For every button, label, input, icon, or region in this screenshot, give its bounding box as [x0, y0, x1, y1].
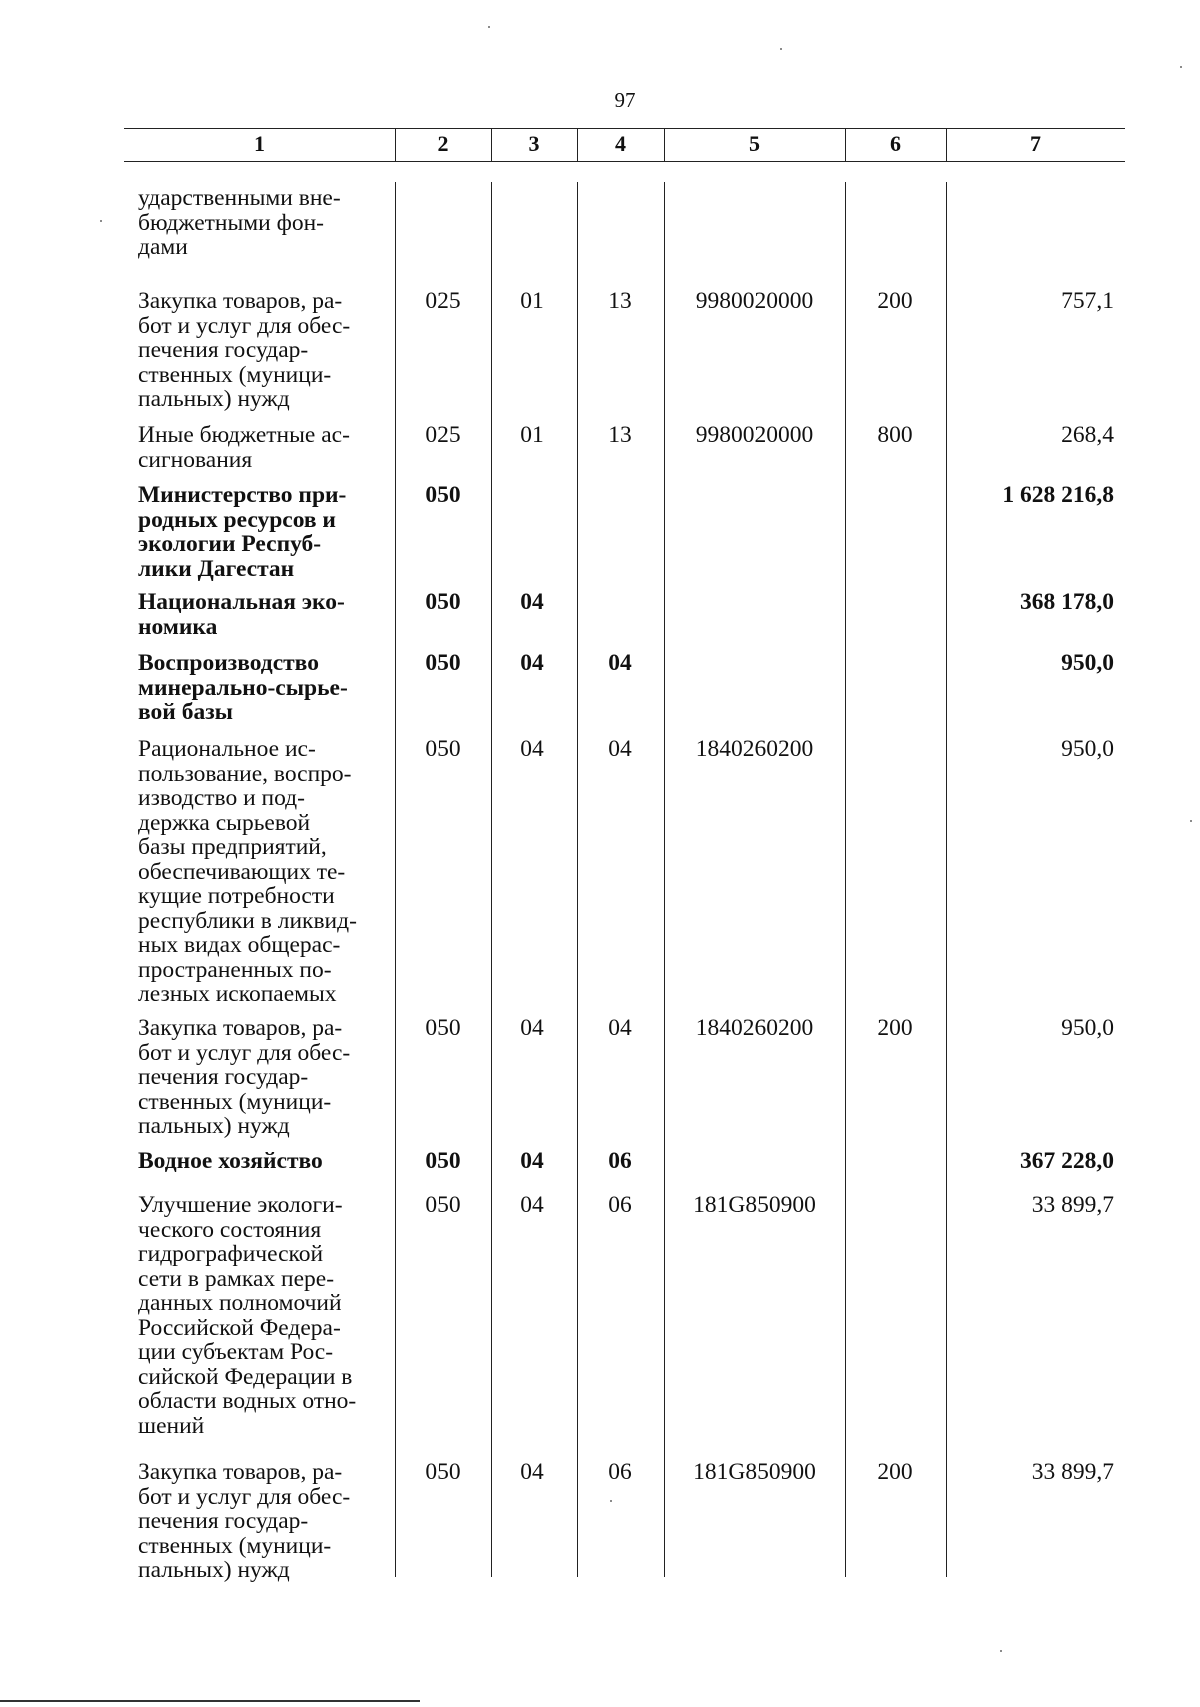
row-value-cell-3: 04 — [520, 589, 544, 615]
row-name-cell: Закупка товаров, ра- бот и услуг для обес- печения государ- ственных (муници- пальных) нужд — [138, 1015, 351, 1139]
row-value-cell-4: 06 — [608, 1148, 632, 1174]
row-name-cell: Министерство при- родных ресурсов и экологии Респуб- лики Дагестан — [138, 482, 347, 582]
row-value-cell-2: 050 — [425, 482, 461, 508]
column-header-5: 5 — [749, 131, 760, 156]
column-divider — [491, 182, 492, 1577]
row-value-cell-3: 04 — [520, 650, 544, 676]
row-value-cell-2: 025 — [425, 422, 461, 448]
column-divider — [664, 182, 665, 1577]
row-value-cell-4: 04 — [608, 650, 632, 676]
row-value-cell-4: 04 — [608, 736, 632, 762]
column-header-4: 4 — [615, 131, 626, 156]
column-header-1: 1 — [254, 131, 265, 156]
row-value-cell-7: 368 178,0 — [1020, 589, 1114, 615]
row-value-cell-4: 13 — [608, 422, 632, 448]
scan-speck — [780, 48, 782, 50]
scan-speck — [1000, 1650, 1002, 1652]
row-value-cell-3: 04 — [520, 1148, 544, 1174]
scan-speck — [1190, 820, 1192, 822]
row-value-cell-7: 950,0 — [1061, 650, 1114, 676]
column-header-3: 3 — [528, 131, 540, 156]
row-name-cell: Водное хозяйство — [138, 1148, 323, 1174]
row-value-cell-7: 33 899,7 — [1031, 1459, 1114, 1485]
row-value-cell-5: 181G850900 — [693, 1459, 816, 1485]
row-value-cell-2: 050 — [425, 1459, 461, 1485]
column-divider — [845, 182, 846, 1577]
column-header-7: 7 — [1030, 131, 1041, 156]
row-value-cell-5: 9980020000 — [695, 288, 814, 314]
row-name-cell: Национальная эко- номика — [138, 589, 345, 640]
row-value-cell-5: 1840260200 — [695, 1015, 814, 1041]
row-name-cell: Иные бюджетные ас- сигнования — [138, 422, 350, 473]
row-value-cell-2: 050 — [425, 589, 461, 615]
row-value-cell-3: 04 — [520, 1015, 544, 1041]
row-value-cell-2: 050 — [425, 1148, 461, 1174]
row-value-cell-7: 367 228,0 — [1020, 1148, 1114, 1174]
scan-speck — [610, 1500, 612, 1502]
column-divider — [946, 182, 947, 1577]
row-value-cell-4: 06 — [608, 1459, 632, 1485]
row-value-cell-3: 04 — [520, 1192, 544, 1218]
scan-speck — [1180, 66, 1182, 68]
table-header-rule — [124, 161, 1125, 162]
row-value-cell-4: 06 — [608, 1192, 632, 1218]
row-value-cell-7: 757,1 — [1061, 288, 1114, 314]
row-value-cell-5: 181G850900 — [693, 1192, 816, 1218]
row-value-cell-2: 050 — [425, 736, 461, 762]
row-name-cell: Закупка товаров, ра- бот и услуг для обес- печения государ- ственных (муници- пальных) нужд — [138, 288, 351, 412]
row-value-cell-7: 268,4 — [1061, 422, 1114, 448]
column-divider — [577, 182, 578, 1577]
row-value-cell-2: 050 — [425, 650, 461, 676]
row-value-cell-6: 200 — [877, 288, 913, 314]
row-value-cell-2: 025 — [425, 288, 461, 314]
page-number: 97 — [614, 88, 636, 112]
row-value-cell-2: 050 — [425, 1015, 461, 1041]
row-value-cell-7: 1 628 216,8 — [1002, 482, 1114, 508]
row-value-cell-6: 200 — [877, 1015, 913, 1041]
column-divider — [395, 182, 396, 1577]
row-value-cell-6: 800 — [877, 422, 913, 448]
row-name-cell: Улучшение экологи- ческого состояния гидрографической сети в рамках пере- данных полномочий Российской Федера- ции субъектам Рос- сийской Федерации в области водных отно- шений — [138, 1192, 357, 1439]
scan-speck — [100, 220, 102, 222]
row-value-cell-6: 200 — [877, 1459, 913, 1485]
row-value-cell-3: 04 — [520, 1459, 544, 1485]
scan-edge-bar — [0, 1700, 420, 1702]
row-value-cell-2: 050 — [425, 1192, 461, 1218]
column-header-6: 6 — [890, 131, 901, 156]
row-value-cell-4: 13 — [608, 288, 632, 314]
row-value-cell-5: 1840260200 — [695, 736, 814, 762]
row-name-cell: ударственными вне- бюджетными фон- дами — [138, 185, 341, 260]
row-value-cell-7: 33 899,7 — [1031, 1192, 1114, 1218]
row-value-cell-3: 01 — [520, 422, 544, 448]
row-name-cell: Воспроизводство минерально-сырье- вой базы — [138, 650, 348, 725]
row-value-cell-3: 01 — [520, 288, 544, 314]
table-top-rule — [124, 128, 1125, 129]
row-value-cell-4: 04 — [608, 1015, 632, 1041]
column-header-2: 2 — [437, 131, 449, 156]
row-value-cell-3: 04 — [520, 736, 544, 762]
row-name-cell: Закупка товаров, ра- бот и услуг для обес- печения государ- ственных (муници- пальных) нужд — [138, 1459, 351, 1583]
row-value-cell-5: 9980020000 — [695, 422, 814, 448]
row-name-cell: Рациональное ис- пользование, воспро- изводство и под- держка сырьевой базы предприятий, обеспечивающих те- кущие потребности республики в ликвид- ных видах общерас- пространенных по- лезных ископаемых — [138, 736, 357, 1007]
row-value-cell-7: 950,0 — [1061, 1015, 1114, 1041]
row-value-cell-7: 950,0 — [1061, 736, 1114, 762]
scan-speck — [488, 26, 490, 28]
